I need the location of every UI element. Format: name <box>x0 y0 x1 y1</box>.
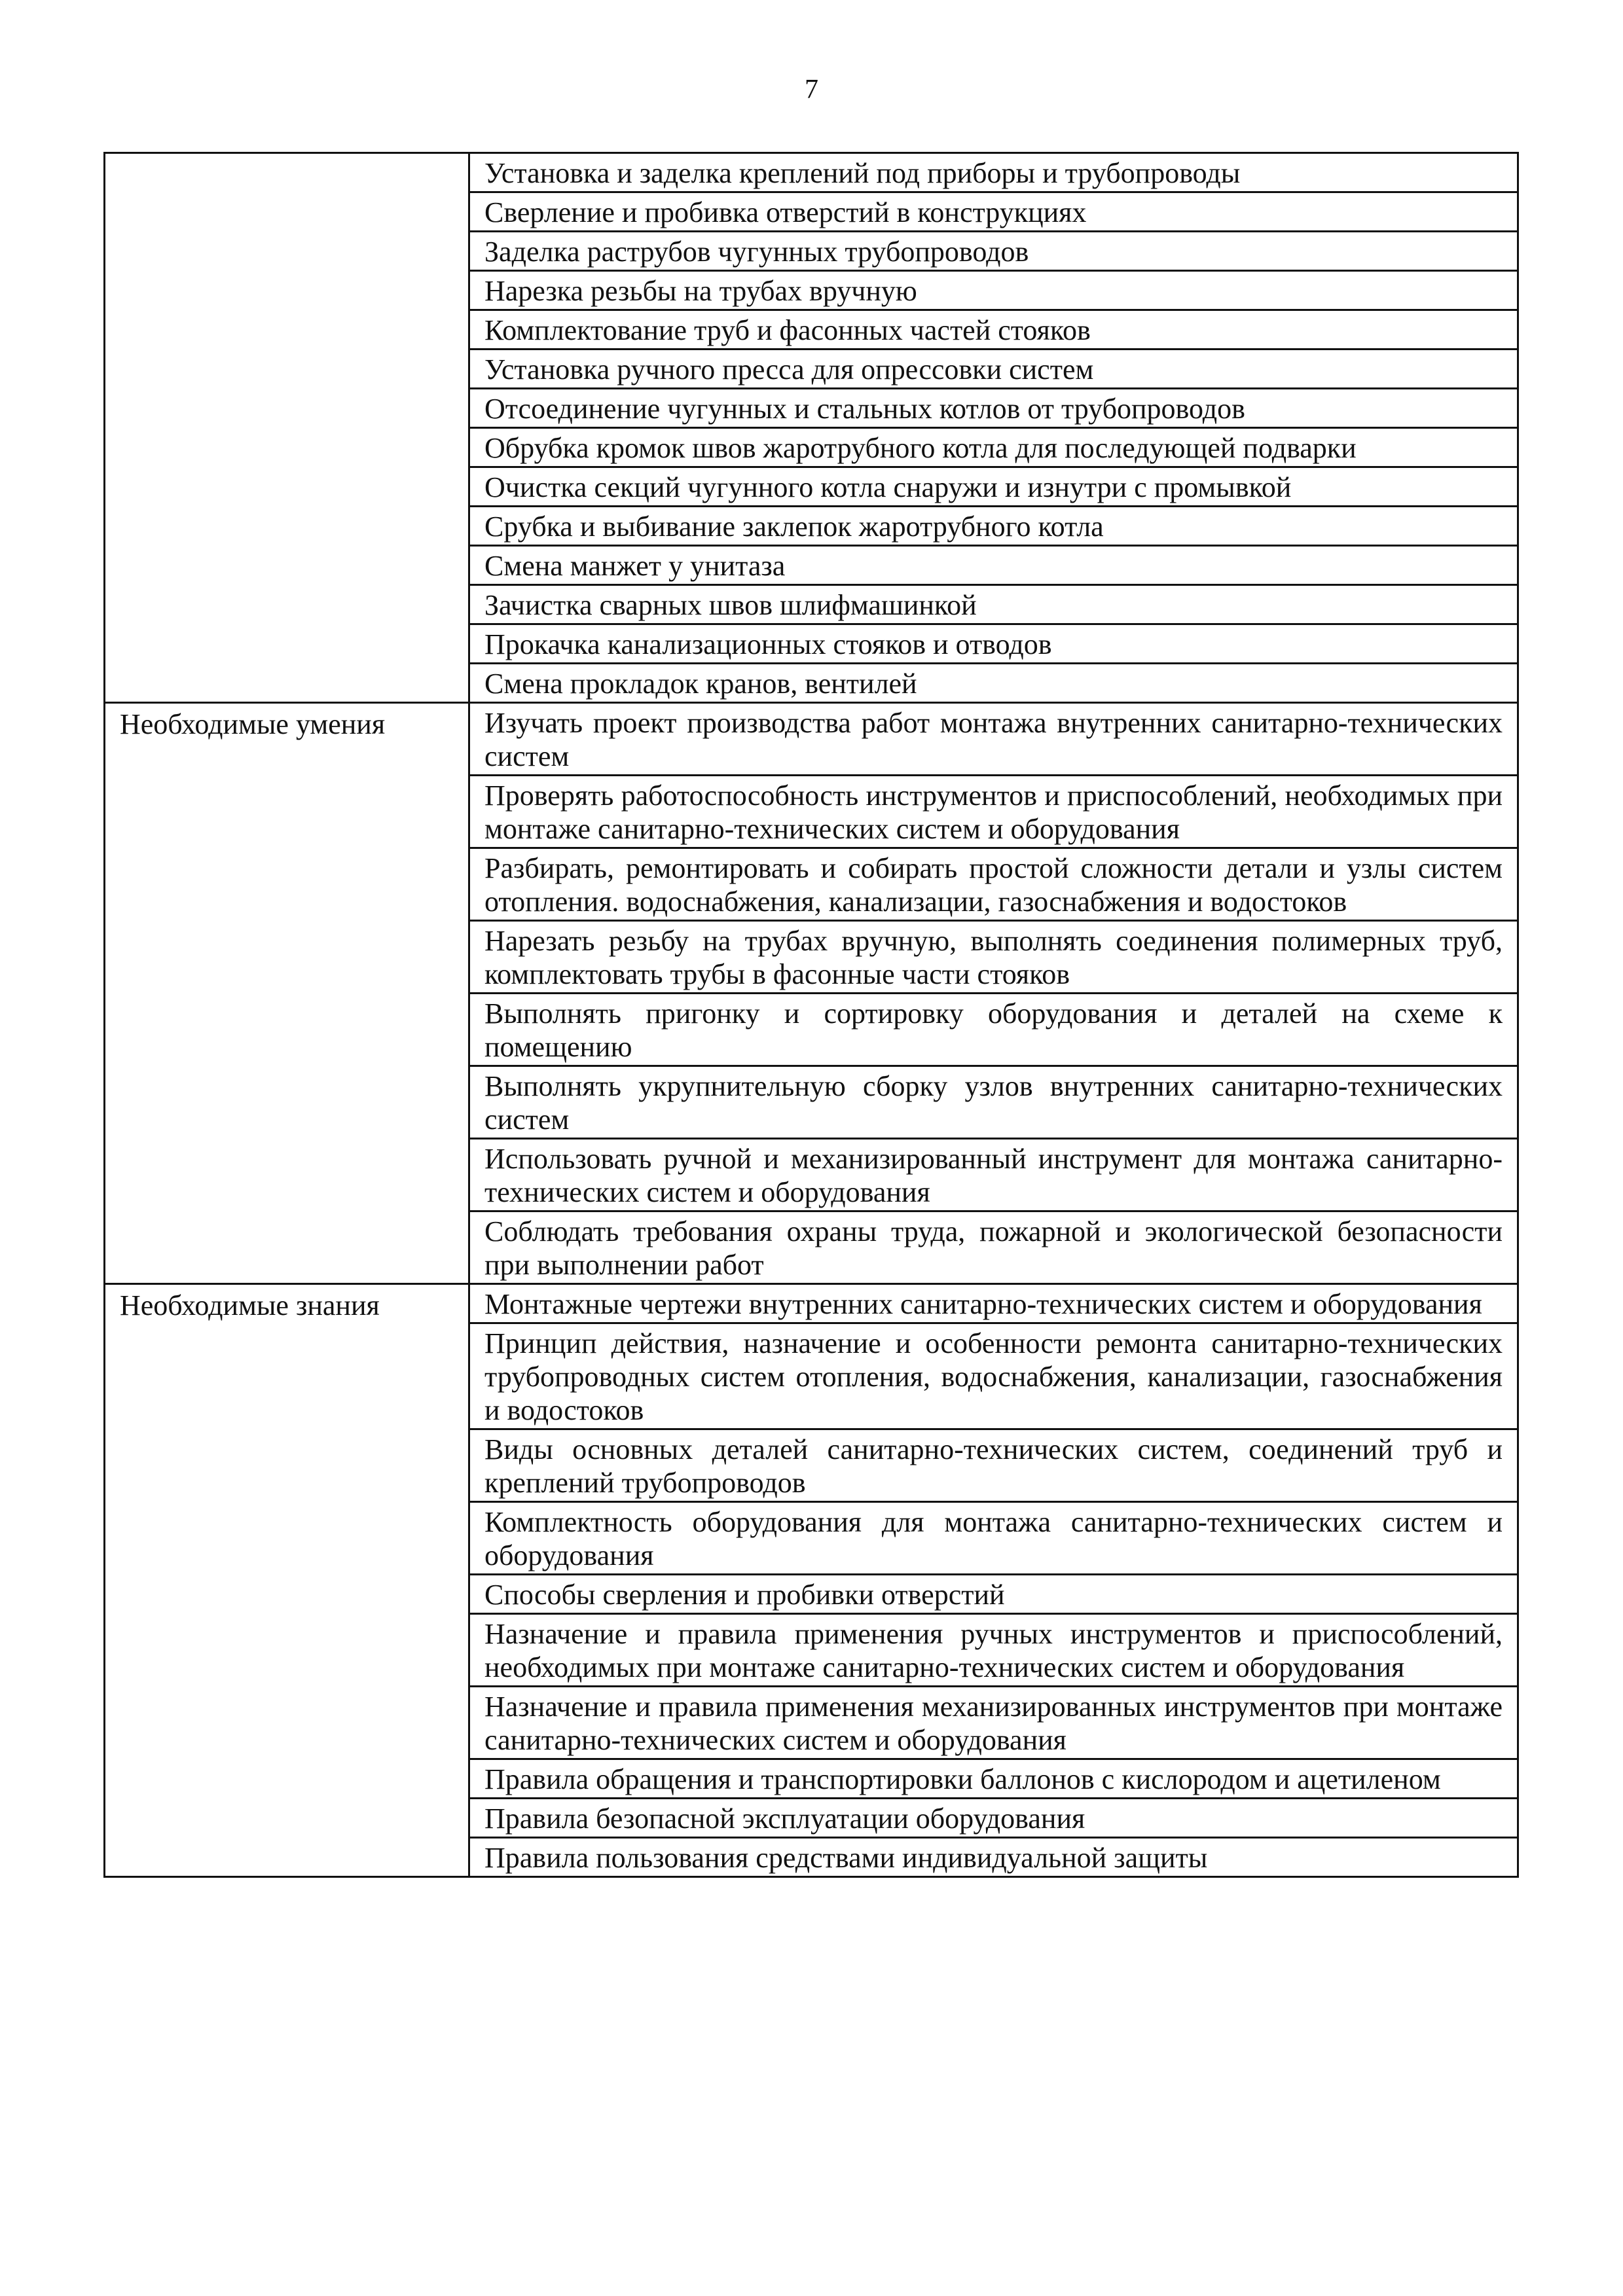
table-cell: Смена манжет у унитаза <box>469 546 1518 585</box>
table-cell: Разбирать, ремонтировать и собирать простой сложности детали и узлы систем отопления. водоснабжения, канализации, газоснабжения и водостоков <box>469 848 1518 921</box>
table-cell: Монтажные чертежи внутренних санитарно-технических систем и оборудования <box>469 1284 1518 1323</box>
page-number: 7 <box>805 75 818 105</box>
table-cell: Выполнять пригонку и сортировку оборудования и деталей на схеме к помещению <box>469 994 1518 1066</box>
table-cell: Комплектование труб и фасонных частей стояков <box>469 310 1518 350</box>
table-cell: Использовать ручной и механизированный инструмент для монтажа санитарно-технических систем и оборудования <box>469 1139 1518 1211</box>
table-cell: Срубка и выбивание заклепок жаротрубного котла <box>469 507 1518 546</box>
table-cell: Очистка секций чугунного котла снаружи и изнутри с промывкой <box>469 467 1518 507</box>
table-cell: Заделка раструбов чугунных трубопроводов <box>469 232 1518 271</box>
table-cell: Проверять работоспособность инструментов и приспособлений, необходимых при монтаже санитарно-технических систем и оборудования <box>469 776 1518 848</box>
table-cell: Назначение и правила применения ручных инструментов и приспособлений, необходимых при монтаже санитарно-технических систем и оборудования <box>469 1614 1518 1687</box>
table-row <box>105 153 1518 192</box>
table-cell: Изучать проект производства работ монтажа внутренних санитарно-технических систем <box>469 703 1518 776</box>
continuation-label-cell <box>105 153 469 703</box>
table-cell: Виды основных деталей санитарно-технических систем, соединений труб и креплений трубопроводов <box>469 1429 1518 1502</box>
table-cell: Установка и заделка креплений под приборы и трубопроводы <box>469 153 1518 192</box>
table-cell: Сверление и пробивка отверстий в конструкциях <box>469 192 1518 232</box>
table-cell: Прокачка канализационных стояков и отводов <box>469 624 1518 664</box>
table-cell: Выполнять укрупнительную сборку узлов внутренних санитарно-технических систем <box>469 1066 1518 1139</box>
table-cell: Смена прокладок кранов, вентилей <box>469 664 1518 703</box>
table-cell: Правила безопасной эксплуатации оборудования <box>469 1799 1518 1838</box>
skills-label-cell <box>105 703 469 1284</box>
skills-label: Необходимые умения <box>120 708 386 740</box>
table-cell: Способы сверления и пробивки отверстий <box>469 1575 1518 1614</box>
table-cell: Комплектность оборудования для монтажа санитарно-технических систем и оборудования <box>469 1502 1518 1575</box>
table-row <box>105 703 1518 776</box>
knowledge-label-cell <box>105 1284 469 1877</box>
table-cell: Установка ручного пресса для опрессовки систем <box>469 350 1518 389</box>
competency-table <box>103 152 1519 1878</box>
table-cell: Соблюдать требования охраны труда, пожарной и экологической безопасности при выполнении работ <box>469 1211 1518 1284</box>
table-cell: Нарезать резьбу на трубах вручную, выполнять соединения полимерных труб, комплектовать трубы в фасонные части стояков <box>469 921 1518 994</box>
table-cell: Правила пользования средствами индивидуальной защиты <box>469 1838 1518 1877</box>
table-cell: Нарезка резьбы на трубах вручную <box>469 271 1518 310</box>
table-cell: Правила обращения и транспортировки баллонов с кислородом и ацетиленом <box>469 1759 1518 1799</box>
table-cell: Назначение и правила применения механизированных инструментов при монтаже санитарно-технических систем и оборудования <box>469 1687 1518 1759</box>
table-row <box>105 1284 1518 1323</box>
table-cell: Обрубка кромок швов жаротрубного котла для последующей подварки <box>469 428 1518 467</box>
table-cell: Зачистка сварных швов шлифмашинкой <box>469 585 1518 624</box>
table-cell: Принцип действия, назначение и особенности ремонта санитарно-технических трубопроводных систем отопления, водоснабжения, канализации, газоснабжения и водостоков <box>469 1323 1518 1429</box>
knowledge-label: Необходимые знания <box>120 1289 380 1321</box>
table-cell: Отсоединение чугунных и стальных котлов от трубопроводов <box>469 389 1518 428</box>
